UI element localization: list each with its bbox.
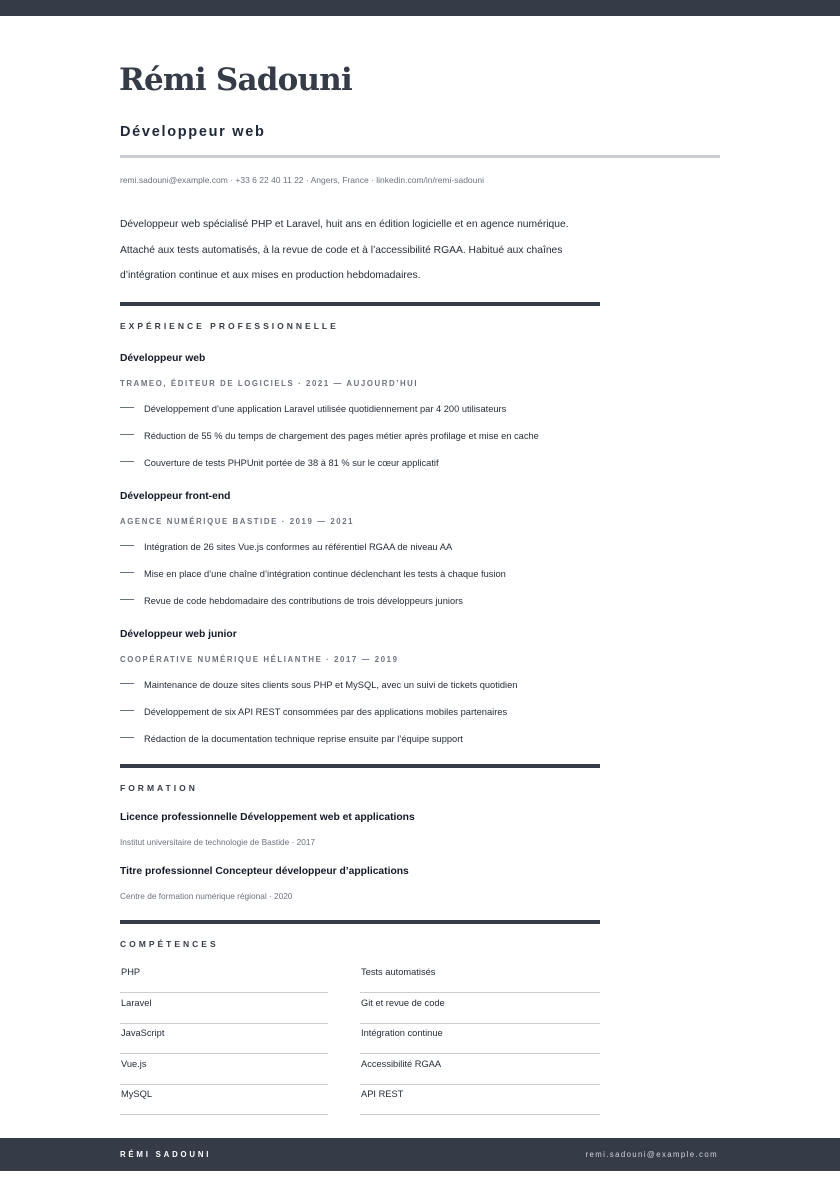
education-heading: FORMATION xyxy=(120,783,198,793)
dash-marker xyxy=(120,572,134,573)
education-1-meta: Institut universitaire de technologie de Bastide · 2017 xyxy=(120,837,316,847)
bullet-text: Rédaction de la documentation technique reprise ensuite par l’équipe support xyxy=(144,734,463,744)
skill-item xyxy=(120,994,328,1024)
skill-label: API REST xyxy=(361,1089,404,1099)
profile-summary xyxy=(120,212,640,289)
skill-label: JavaScript xyxy=(121,1028,165,1038)
skill-label: Vue.js xyxy=(121,1059,147,1069)
dash-marker xyxy=(120,737,134,738)
skill-label: Accessibilité RGAA xyxy=(361,1059,442,1069)
footer-name: RÉMI SADOUNI xyxy=(120,1150,212,1159)
skill-item xyxy=(360,1085,600,1115)
contact-line: remi.sadouni@example.com · +33 6 22 40 11 22 · Angers, France · linkedin.com/in/remi-sadouni xyxy=(120,175,484,185)
bullet-text: Développement d’une application Laravel utilisée quotidiennement par 4 200 utilisateurs xyxy=(144,404,507,414)
bullet-text: Revue de code hebdomadaire des contributions de trois développeurs juniors xyxy=(144,596,463,606)
job-2-bullet xyxy=(120,594,463,608)
skill-item xyxy=(360,994,600,1024)
bullet-text: Intégration de 26 sites Vue.js conformes au référentiel RGAA de niveau AA xyxy=(144,542,453,552)
skill-label: MySQL xyxy=(121,1089,152,1099)
bullet-text: Couverture de tests PHPUnit portée de 38 à 81 % sur le cœur applicatif xyxy=(144,458,439,468)
job-2-title: Développeur front-end xyxy=(120,491,231,502)
summary-line: Développeur web spécialisé PHP et Laravel, huit ans en édition logicielle et en agence numérique. xyxy=(120,219,569,230)
dash-marker xyxy=(120,710,134,711)
job-3-bullet xyxy=(120,678,517,692)
job-3-bullet xyxy=(120,732,463,746)
skill-item xyxy=(120,1055,328,1085)
dash-marker xyxy=(120,461,134,462)
job-2-bullet xyxy=(120,567,506,581)
dash-marker xyxy=(120,434,134,435)
job-3-title: Développeur web junior xyxy=(120,629,237,640)
skill-item xyxy=(360,1055,600,1085)
summary-line: Attaché aux tests automatisés, à la revue de code et à l’accessibilité RGAA. Habitué aux chaînes xyxy=(120,244,563,256)
job-1-meta: TRAMEO, ÉDITEUR DE LOGICIELS · 2021 — AUJOURD’HUI xyxy=(120,379,419,388)
dash-marker xyxy=(120,545,134,546)
header-divider xyxy=(120,155,720,158)
skill-label: Tests automatisés xyxy=(361,967,436,977)
job-3-meta: COOPÉRATIVE NUMÉRIQUE HÉLIANTHE · 2017 — 2019 xyxy=(120,655,399,664)
bullet-text: Maintenance de douze sites clients sous PHP et MySQL, avec un suivi de tickets quotidien xyxy=(144,680,518,690)
job-2-meta: AGENCE NUMÉRIQUE BASTIDE · 2019 — 2021 xyxy=(120,517,355,526)
footer-bar xyxy=(0,1138,840,1171)
experience-heading: EXPÉRIENCE PROFESSIONNELLE xyxy=(120,321,339,331)
skill-item xyxy=(120,963,328,993)
skill-item xyxy=(120,1085,328,1115)
education-section-rule xyxy=(120,764,600,768)
job-title-headline: Développeur web xyxy=(120,124,266,140)
summary-line: d’intégration continue et aux mises en production hebdomadaires. xyxy=(120,270,421,281)
dash-marker xyxy=(120,599,134,600)
skills-heading: COMPÉTENCES xyxy=(120,939,219,949)
education-1-title: Licence professionnelle Développement web et applications xyxy=(120,812,415,823)
bullet-text: Développement de six API REST consommées par des applications mobiles partenaires xyxy=(144,707,508,717)
education-2-title: Titre professionnel Concepteur développeur d’applications xyxy=(120,866,409,877)
job-1-bullet xyxy=(120,456,439,470)
skills-section-rule xyxy=(120,920,600,924)
job-1-bullet xyxy=(120,429,539,443)
job-2-bullet xyxy=(120,540,452,554)
education-2-meta: Centre de formation numérique régional · 2020 xyxy=(120,891,293,901)
skill-item xyxy=(360,1024,600,1054)
skill-label: Git et revue de code xyxy=(361,998,445,1008)
dash-marker xyxy=(120,683,134,684)
skill-item xyxy=(360,963,600,993)
job-3-bullet xyxy=(120,705,507,719)
job-1-title: Développeur web xyxy=(120,353,206,364)
job-1-bullet xyxy=(120,402,506,416)
bullet-text: Mise en place d’une chaîne d’intégration continue déclenchant les tests à chaque fusion xyxy=(144,569,506,579)
top-accent-bar xyxy=(0,0,840,16)
dash-marker xyxy=(120,407,134,408)
candidate-name: Rémi Sadouni xyxy=(119,62,352,98)
skill-label: Intégration continue xyxy=(361,1028,443,1038)
bullet-text: Réduction de 55 % du temps de chargement des pages métier après profilage et mise en cache xyxy=(144,431,539,441)
skill-label: PHP xyxy=(121,967,141,977)
skill-label: Laravel xyxy=(121,998,152,1008)
footer-email: remi.sadouni@example.com xyxy=(585,1150,718,1159)
experience-section-rule xyxy=(120,302,600,306)
skill-item xyxy=(120,1024,328,1054)
